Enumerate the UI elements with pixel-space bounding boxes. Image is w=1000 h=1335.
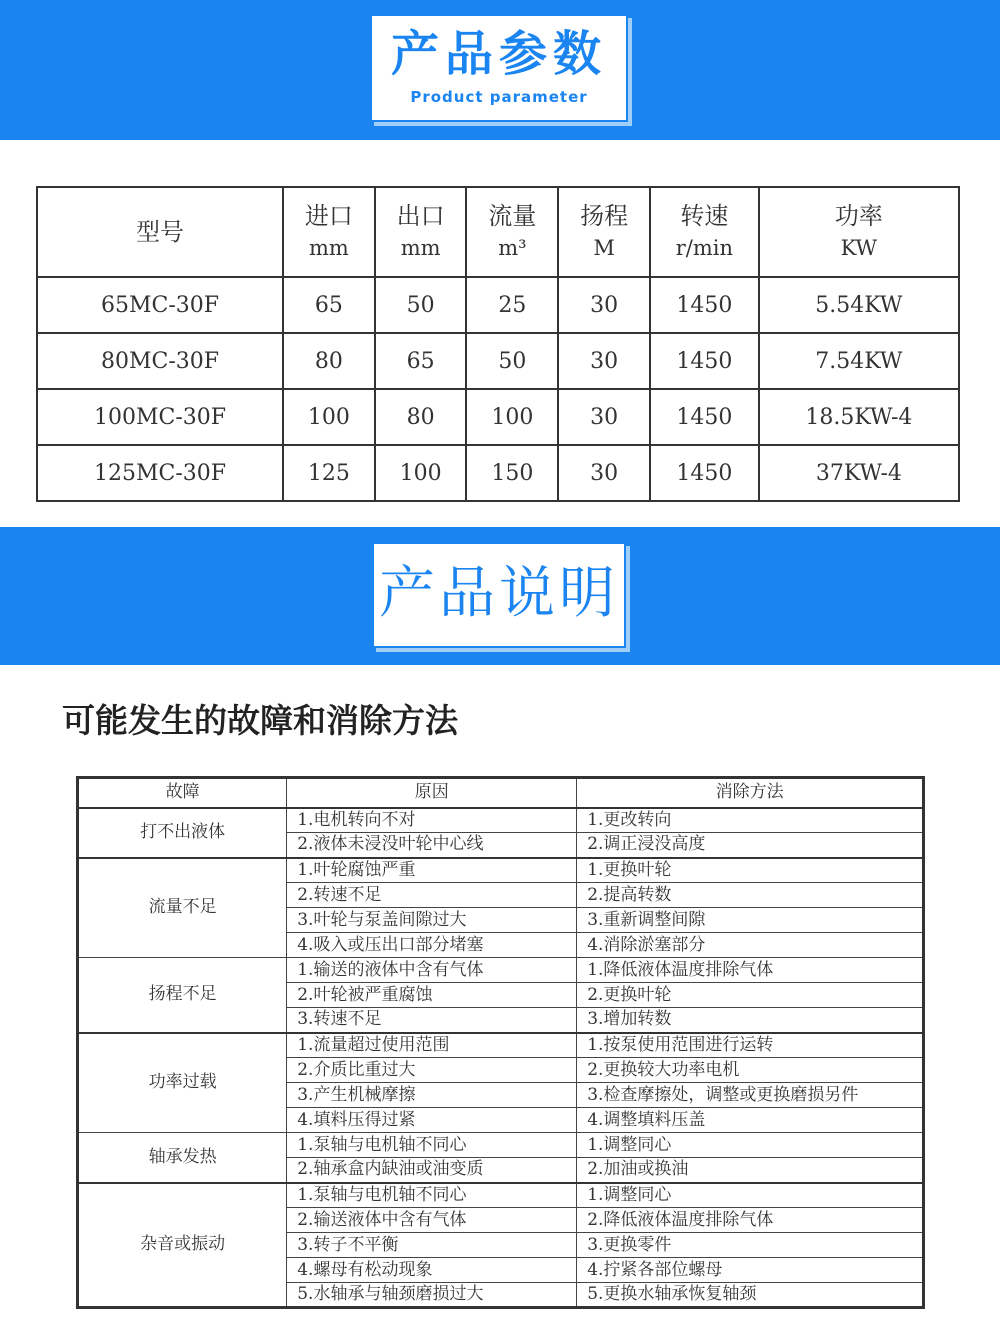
remedy-cell: 3.检查摩擦处，调整或更换磨损另件 <box>577 1083 924 1108</box>
table-row <box>37 333 959 389</box>
product-parameter-title-box <box>370 14 628 122</box>
cause-cell: 4.填料压得过紧 <box>287 1108 577 1133</box>
table-row <box>37 445 959 501</box>
cell-flow: 100 <box>466 389 558 445</box>
cell-power: 18.5KW-4 <box>759 389 959 445</box>
col-header-speed: 转速 r/min <box>650 187 759 277</box>
table-row <box>78 1133 924 1158</box>
cause-cell: 1.流量超过使用范围 <box>287 1033 577 1058</box>
cell-inlet: 125 <box>283 445 375 501</box>
cell-model: 125MC-30F <box>37 445 283 501</box>
remedy-cell: 4.拧紧各部位螺母 <box>577 1258 924 1283</box>
cell-model: 100MC-30F <box>37 389 283 445</box>
table-row <box>78 1183 924 1208</box>
cell-model: 80MC-30F <box>37 333 283 389</box>
remedy-cell: 4.调整填料压盖 <box>577 1108 924 1133</box>
remedy-cell: 3.更换零件 <box>577 1233 924 1258</box>
cause-cell: 2.输送液体中含有气体 <box>287 1208 577 1233</box>
cause-cell: 2.转速不足 <box>287 883 577 908</box>
cell-inlet: 100 <box>283 389 375 445</box>
table-row <box>78 1033 924 1058</box>
cell-inlet: 80 <box>283 333 375 389</box>
col-header-outlet: 出口 mm <box>375 187 467 277</box>
col-header-remedy: 消除方法 <box>577 778 924 808</box>
cell-speed: 1450 <box>650 333 759 389</box>
cell-speed: 1450 <box>650 389 759 445</box>
cell-flow: 50 <box>466 333 558 389</box>
remedy-cell: 2.更换较大功率电机 <box>577 1058 924 1083</box>
cell-head: 30 <box>558 389 650 445</box>
remedy-cell: 1.更改转向 <box>577 808 924 833</box>
remedy-cell: 1.降低液体温度排除气体 <box>577 958 924 983</box>
cause-cell: 4.吸入或压出口部分堵塞 <box>287 933 577 958</box>
cell-outlet: 50 <box>375 277 467 333</box>
remedy-cell: 1.更换叶轮 <box>577 858 924 883</box>
col-header-power: 功率 KW <box>759 187 959 277</box>
col-header-head: 扬程 M <box>558 187 650 277</box>
remedy-cell: 3.重新调整间隙 <box>577 908 924 933</box>
cell-power: 5.54KW <box>759 277 959 333</box>
cell-speed: 1450 <box>650 277 759 333</box>
cause-cell: 1.电机转向不对 <box>287 808 577 833</box>
parameter-table-header <box>37 187 959 277</box>
section-title-cn: 产品说明 <box>379 561 619 626</box>
cell-inlet: 65 <box>283 277 375 333</box>
cause-cell: 1.泵轴与电机轴不同心 <box>287 1133 577 1158</box>
parameter-table <box>36 186 960 502</box>
cell-speed: 1450 <box>650 445 759 501</box>
cell-outlet: 80 <box>375 389 467 445</box>
cell-head: 30 <box>558 333 650 389</box>
cell-head: 30 <box>558 445 650 501</box>
cell-model: 65MC-30F <box>37 277 283 333</box>
fault-cell: 轴承发热 <box>78 1133 287 1183</box>
cell-power: 37KW-4 <box>759 445 959 501</box>
cell-outlet: 100 <box>375 445 467 501</box>
product-description-title-box <box>372 542 626 648</box>
cause-cell: 2.液体未浸没叶轮中心线 <box>287 833 577 858</box>
section-title-en: Product parameter <box>410 88 588 106</box>
remedy-cell: 1.调整同心 <box>577 1183 924 1208</box>
fault-section-heading: 可能发生的故障和消除方法 <box>62 701 458 740</box>
remedy-cell: 3.增加转数 <box>577 1008 924 1033</box>
remedy-cell: 2.加油或换油 <box>577 1158 924 1183</box>
table-row <box>78 808 924 833</box>
cause-cell: 3.叶轮与泵盖间隙过大 <box>287 908 577 933</box>
table-row <box>37 389 959 445</box>
col-header-fault: 故障 <box>78 778 287 808</box>
section-title-cn: 产品参数 <box>390 26 607 82</box>
col-header-model: 型号 <box>37 187 283 277</box>
remedy-cell: 2.调正浸没高度 <box>577 833 924 858</box>
cell-power: 7.54KW <box>759 333 959 389</box>
cause-cell: 2.轴承盒内缺油或油变质 <box>287 1158 577 1183</box>
cause-cell: 3.转速不足 <box>287 1008 577 1033</box>
table-row <box>78 858 924 883</box>
fault-table <box>76 776 925 1309</box>
cause-cell: 2.叶轮被严重腐蚀 <box>287 983 577 1008</box>
col-header-flow: 流量 m³ <box>466 187 558 277</box>
cause-cell: 1.泵轴与电机轴不同心 <box>287 1183 577 1208</box>
cause-cell: 4.螺母有松动现象 <box>287 1258 577 1283</box>
cause-cell: 1.输送的液体中含有气体 <box>287 958 577 983</box>
fault-cell: 扬程不足 <box>78 958 287 1033</box>
cause-cell: 2.介质比重过大 <box>287 1058 577 1083</box>
col-header-inlet: 进口 mm <box>283 187 375 277</box>
col-header-cause: 原因 <box>287 778 577 808</box>
remedy-cell: 2.提高转数 <box>577 883 924 908</box>
fault-cell: 功率过载 <box>78 1033 287 1133</box>
remedy-cell: 5.更换水轴承恢复轴颈 <box>577 1283 924 1308</box>
fault-cell: 打不出液体 <box>78 808 287 858</box>
cause-cell: 1.叶轮腐蚀严重 <box>287 858 577 883</box>
table-row <box>78 958 924 983</box>
remedy-cell: 1.按泵使用范围进行运转 <box>577 1033 924 1058</box>
remedy-cell: 2.更换叶轮 <box>577 983 924 1008</box>
remedy-cell: 1.调整同心 <box>577 1133 924 1158</box>
cause-cell: 3.产生机械摩擦 <box>287 1083 577 1108</box>
fault-cell: 杂音或振动 <box>78 1183 287 1308</box>
fault-cell: 流量不足 <box>78 858 287 958</box>
remedy-cell: 4.消除淤塞部分 <box>577 933 924 958</box>
fault-table-header <box>78 778 924 808</box>
cell-flow: 150 <box>466 445 558 501</box>
cause-cell: 3.转子不平衡 <box>287 1233 577 1258</box>
cause-cell: 5.水轴承与轴颈磨损过大 <box>287 1283 577 1308</box>
cell-head: 30 <box>558 277 650 333</box>
cell-flow: 25 <box>466 277 558 333</box>
cell-outlet: 65 <box>375 333 467 389</box>
table-row <box>37 277 959 333</box>
remedy-cell: 2.降低液体温度排除气体 <box>577 1208 924 1233</box>
